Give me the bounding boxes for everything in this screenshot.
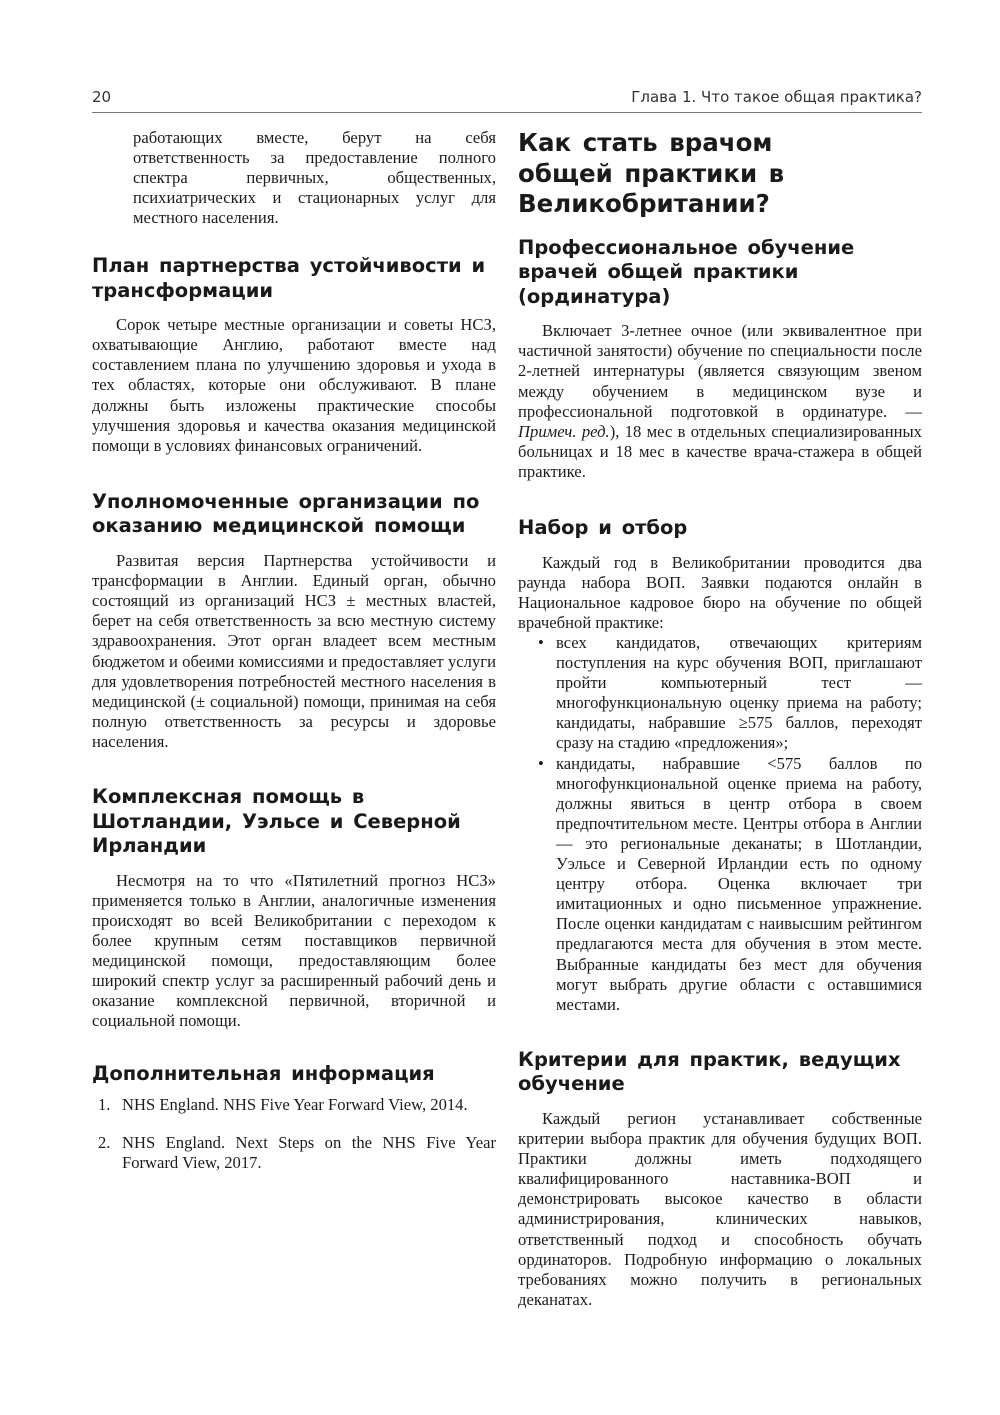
references-list xyxy=(92,1095,496,1173)
bullet-marker: • xyxy=(538,633,544,652)
section-body-integrated-care: Несмотря на то что «Пятилетний прогноз НСЗ» применяется только в Англии, аналогичные изменения происходят во всей Великобритании с переходом к более крупным сетям поставщиков первичной медицинской помощи, предоставляющим более широкий спектр услуг за расширенный рабочий день и оказание комплексной первичной, вторичной и социальной помощи. xyxy=(92,870,496,1031)
bullet-item xyxy=(518,754,922,1015)
training-text-part1: Включает 3-летнее очное (или эквивалентное при частичной занятости) обучение по специальности после 2-летней интернатуры (является связующим звеном между обучением в медицинском вузе и профессиональной подготовкой в ординатуре. — xyxy=(518,321,922,421)
section-heading-selection: Набор и отбор xyxy=(518,516,688,540)
section-heading-stp: План партнерства устойчивости и трансформации xyxy=(92,254,486,302)
editor-note: Примеч. ред. xyxy=(518,421,610,441)
section-body-criteria: Каждый регион устанавливает собственные критерии выбора практик для обучения будущих ВОП. Практики должны иметь подходящего квалифицированного наставника-ВОП и демонстрировать высокое качество в области администрирования, клинических навыков, ответственный подход и способность обучать ординаторов. Подробную информацию о локальных требованиях можно получить в региональных деканатах. xyxy=(518,1108,922,1309)
reference-text: NHS England. NHS Five Year Forward View, 2014. xyxy=(122,1095,468,1115)
bullet-text: кандидаты, набравшие <575 баллов по многофункциональной оценке приема на работу, должны явиться в центр отбора в своем предпочтительном месте. Центры отбора в Англии — это региональные деканаты; в Шотландии, Уэльсе и Северной Ирландии есть по одному центру отбора. Оценка включает три имитационных и одно письменное упражнение. После оценки кандидатам с наивысшим рейтингом предлагаются места для обучения в этом месте. Выбранные кандидаты без мест для обучения могут выбрать другие области с оставшимися местами. xyxy=(556,753,922,1014)
training-text-part2: ), 18 мес в отдельных специализированных больницах и 18 мес в качестве врача-стажера в общей практике. xyxy=(518,421,922,481)
section-heading-criteria: Критерии для практик, ведущих обучение xyxy=(518,1047,901,1096)
section-body-selection: Каждый год в Великобритании проводится два раунда набора ВОП. Заявки подаются онлайн в Национальное кадровое бюро на обучение по общей врачебной практике: xyxy=(518,552,922,632)
chapter-section-title: Как стать врачом общей практики в Великобритании? xyxy=(518,128,785,218)
header-rule xyxy=(92,112,922,113)
reference-number: 1. xyxy=(98,1095,111,1115)
selection-bullet-list xyxy=(518,633,922,1015)
reference-number: 2. xyxy=(98,1133,111,1153)
bullet-marker: • xyxy=(538,753,544,773)
references-heading: Дополнительная информация xyxy=(92,1061,435,1085)
section-body-stp: Сорок четыре местные организации и советы НСЗ, охватывающие Англию, работают вместе над составлением плана по улучшению здоровья и ухода в тех областях, которые они обслуживают. В плане должны быть изложены практические способы улучшения здоровья и качества оказания медицинской помощи в условиях финансовых ограничений. xyxy=(92,315,496,455)
section-body-training xyxy=(518,321,922,482)
running-chapter-title: Глава 1. Что такое общая практика? xyxy=(631,88,922,106)
section-body-aco: Развитая версия Партнерства устойчивости и трансформации в Англии. Единый орган, обычно состоящий из организаций НСЗ ± местных властей, берет на себя ответственность за всю местную систему здравоохранения. Этот орган владеет всем местным бюджетом и обеими комиссиями и предоставляет услуги для удовлетворения потребностей местного населения в медицинской (± социальной) помощи, принимая на себя полную ответственность за ресурсы и здоровье населения. xyxy=(92,551,496,751)
reference-text: NHS England. Next Steps on the NHS Five Year Forward View, 2017. xyxy=(122,1133,496,1173)
page-number: 20 xyxy=(92,88,112,106)
reference-item xyxy=(92,1095,496,1115)
bullet-text: всех кандидатов, отвечающих критериям поступления на курс обучения ВОП, приглашают пройти компьютерный тест — многофункциональную оценку приема на работу; кандидаты, набравшие ≥575 баллов, переходят сразу на стадию «предложения»; xyxy=(556,633,922,753)
reference-item xyxy=(92,1133,496,1173)
section-heading-integrated-care: Комплексная помощь в Шотландии, Уэльсе и Северной Ирландии xyxy=(92,784,461,858)
intro-paragraph: работающих вместе, берут на себя ответственность за предоставление полного спектра первичных, общественных, психиатрических и стационарных услуг для местного населения. xyxy=(133,128,496,228)
page-header xyxy=(92,88,922,112)
bullet-item xyxy=(518,633,922,754)
section-heading-training: Профессиональное обучение врачей общей практики (ординатура) xyxy=(518,235,855,308)
right-column xyxy=(518,128,922,1310)
left-column xyxy=(92,128,496,1173)
section-heading-aco: Уполномоченные организации по оказанию медицинской помощи xyxy=(92,489,480,538)
